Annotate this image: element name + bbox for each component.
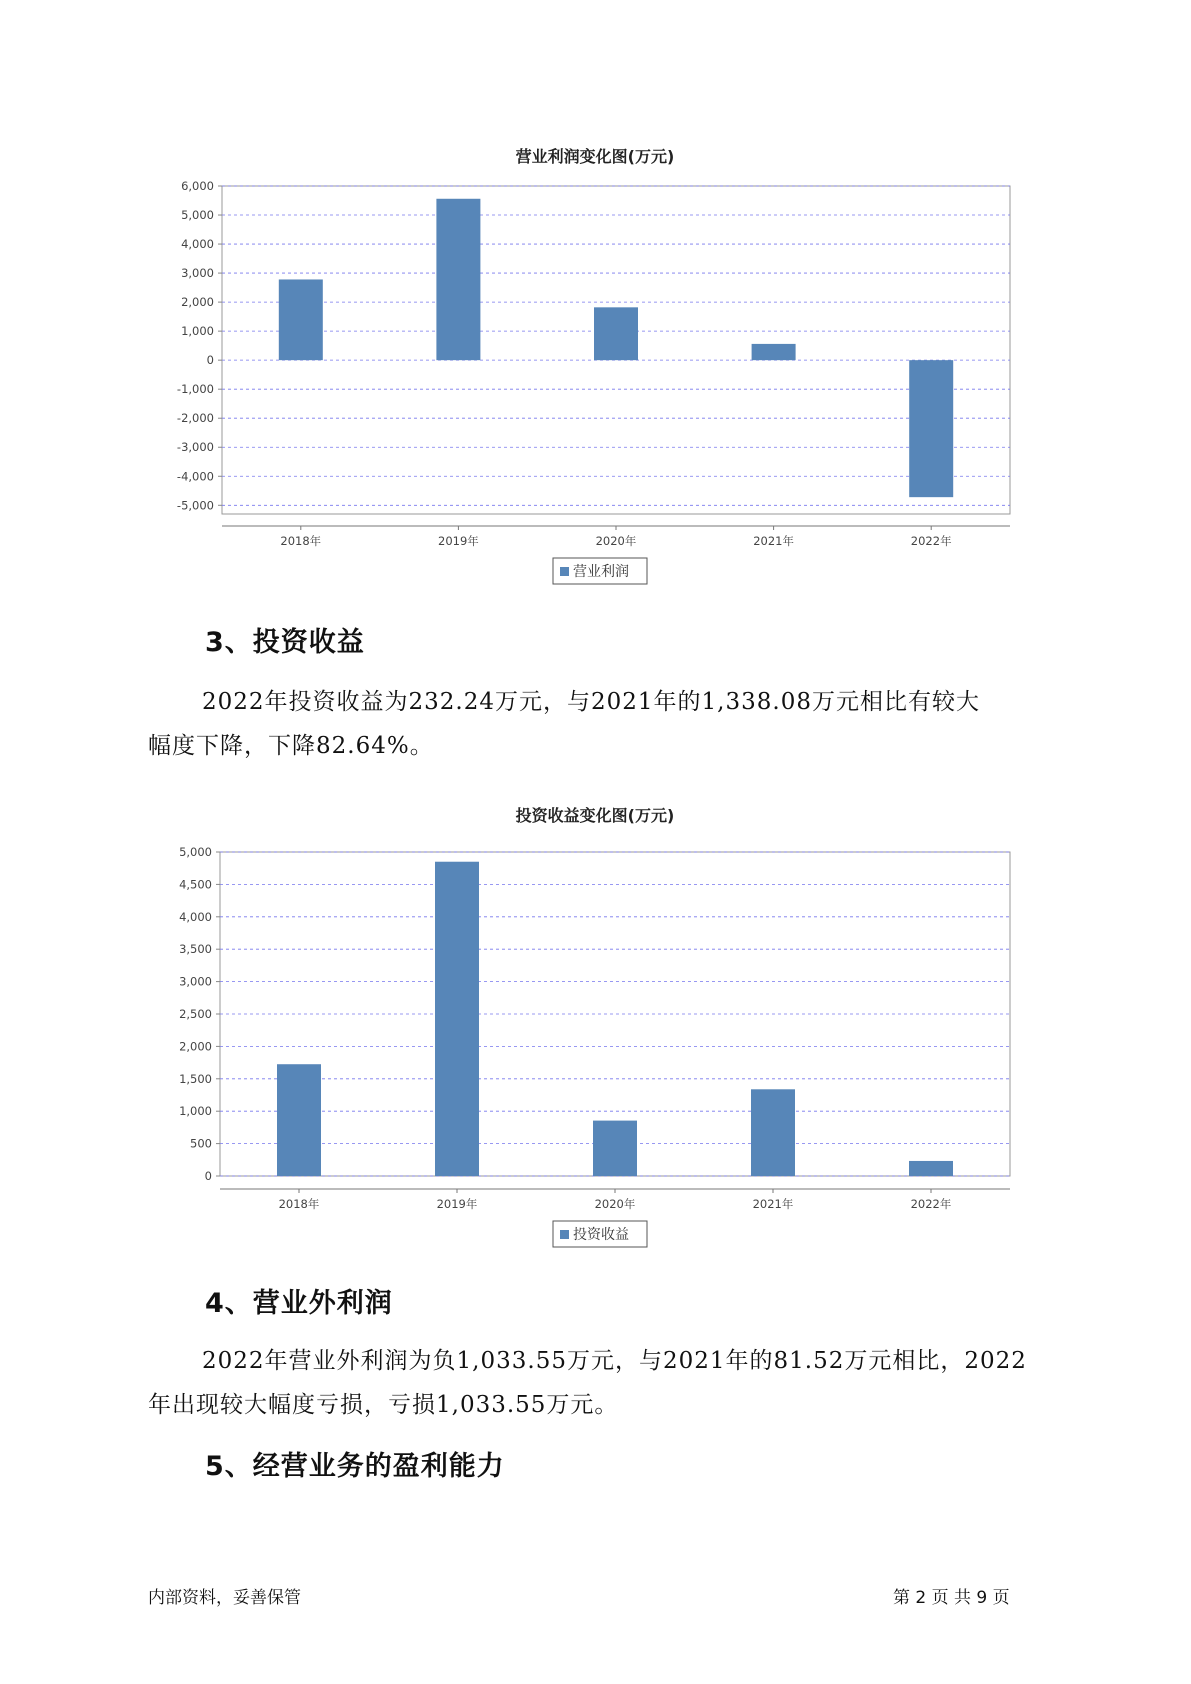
bar <box>909 1161 953 1176</box>
x-tick-label: 2021年 <box>752 1197 794 1211</box>
section-3-heading: 3、投资收益 <box>205 627 365 658</box>
y-tick-label: 4,500 <box>179 877 212 892</box>
operating-profit-chart <box>0 0 1191 600</box>
chart-title: 营业利润变化图(万元) <box>515 147 675 166</box>
section-3-paragraph <box>148 680 1088 768</box>
x-tick-label: 2019年 <box>438 534 479 548</box>
y-tick-label: 2,000 <box>179 1039 212 1054</box>
y-tick-label: 1,500 <box>179 1071 212 1086</box>
y-tick-label: 0 <box>204 1169 212 1183</box>
section-4-line-2: 年出现较大幅度亏损，亏损1,033.55万元。 <box>148 1392 619 1418</box>
x-tick-label: 2018年 <box>280 534 322 548</box>
bar <box>279 279 323 360</box>
y-tick-label: 5,000 <box>181 208 214 223</box>
y-tick-label: -5,000 <box>176 498 214 513</box>
footer-left: 内部资料，妥善保管 <box>148 1588 301 1608</box>
x-tick-label: 2022年 <box>910 534 952 548</box>
section-4-heading: 4、营业外利润 <box>205 1288 393 1319</box>
investment-income-chart-svg <box>0 790 1191 1260</box>
section-4-paragraph <box>148 1339 1088 1427</box>
bar <box>277 1064 321 1176</box>
bar <box>752 344 796 360</box>
bar <box>751 1089 795 1176</box>
legend <box>553 1221 647 1247</box>
x-tick-label: 2020年 <box>594 1197 636 1211</box>
legend <box>553 558 647 584</box>
bar <box>436 199 480 360</box>
y-tick-label: 2,500 <box>179 1007 212 1021</box>
y-tick-label: 0 <box>206 353 214 368</box>
x-tick-label: 2022年 <box>910 1197 952 1211</box>
y-tick-label: -2,000 <box>176 411 214 426</box>
y-tick-label: 6,000 <box>181 179 214 193</box>
y-tick-label: -4,000 <box>176 469 214 484</box>
y-tick-label: -1,000 <box>176 382 214 397</box>
section-3-line-2: 幅度下降，下降82.64%。 <box>148 733 434 759</box>
legend-swatch <box>560 1230 569 1239</box>
bar <box>593 1121 637 1176</box>
y-tick-label: 4,000 <box>179 909 212 924</box>
bar <box>594 307 638 360</box>
y-tick-label: 4,000 <box>181 237 214 252</box>
section-3-line-1: 2022年投资收益为232.24万元，与2021年的1,338.08万元相比有较大 <box>202 689 980 715</box>
y-tick-label: 5,000 <box>179 845 212 859</box>
x-tick-label: 2019年 <box>436 1197 478 1211</box>
legend-swatch <box>560 567 569 576</box>
section-5-heading: 5、经营业务的盈利能力 <box>205 1451 505 1482</box>
y-tick-label: 1,000 <box>181 324 214 339</box>
y-tick-label: 3,500 <box>179 942 212 957</box>
y-tick-label: 3,000 <box>179 974 212 989</box>
footer-right: 第 2 页 共 9 页 <box>893 1588 1010 1608</box>
x-tick-label: 2020年 <box>595 534 637 548</box>
x-tick-label: 2021年 <box>753 534 794 548</box>
x-tick-label: 2018年 <box>278 1197 320 1211</box>
legend-label: 营业利润 <box>573 564 629 580</box>
investment-income-chart <box>0 790 1191 1260</box>
y-tick-label: 500 <box>190 1136 212 1151</box>
legend-label: 投资收益 <box>573 1227 629 1243</box>
bar <box>435 862 479 1176</box>
section-4-line-1: 2022年营业外利润为负1,033.55万元，与2021年的81.52万元相比，2022 <box>202 1348 1027 1374</box>
bar <box>909 360 953 497</box>
y-tick-label: 2,000 <box>181 295 214 310</box>
y-tick-label: 1,000 <box>179 1104 212 1119</box>
y-tick-label: 3,000 <box>181 266 214 281</box>
y-tick-label: -3,000 <box>176 440 214 455</box>
chart-title: 投资收益变化图(万元) <box>515 806 675 825</box>
operating-profit-chart-svg <box>0 0 1191 600</box>
